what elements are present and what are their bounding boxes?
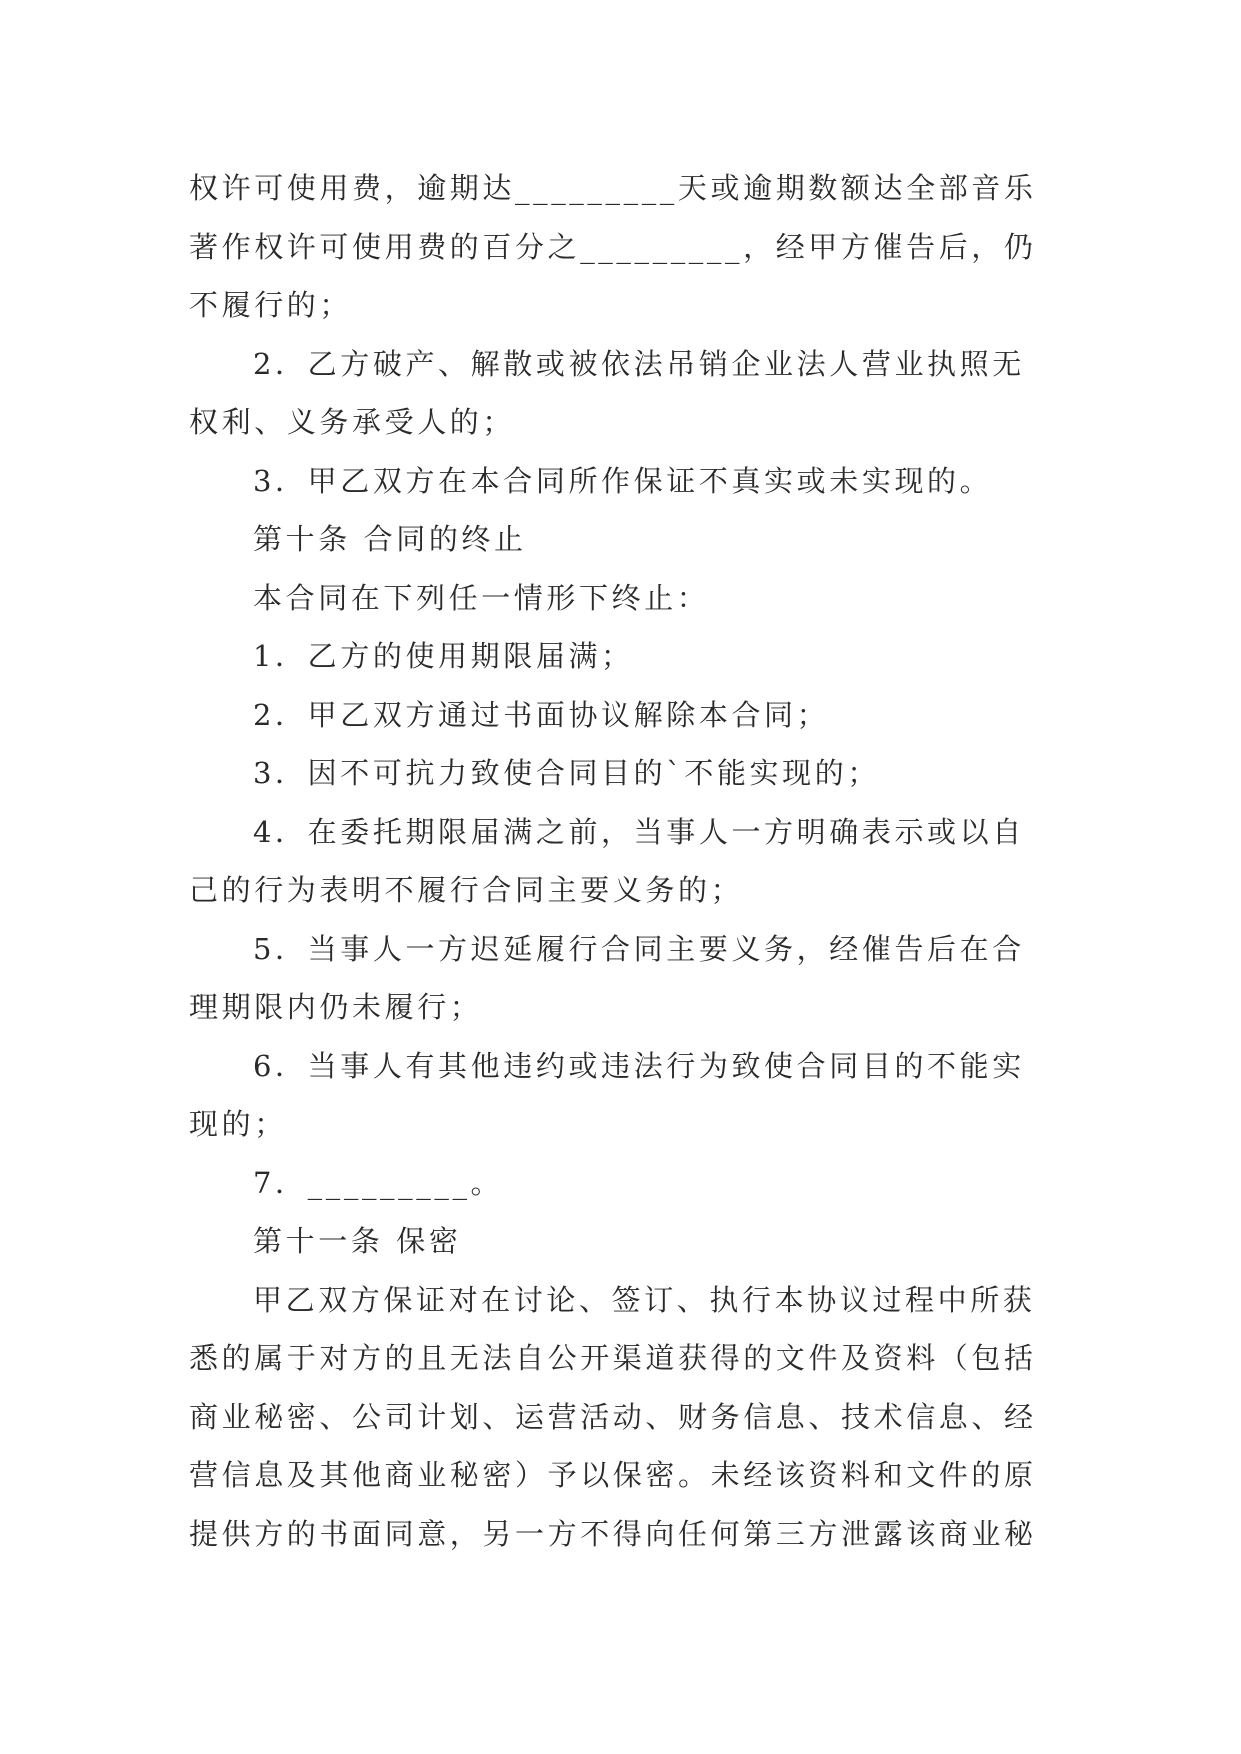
paragraph-line: 本合同在下列任一情形下终止：: [253, 580, 710, 615]
text-line: 不履行的；: [189, 288, 353, 322]
list-item: 2．乙方破产、解散或被依法吊销企业法人营业执照无: [253, 346, 1025, 381]
text-line: 营信息及其他商业秘密）予以保密。未经该资料和文件的原: [189, 1458, 1037, 1492]
list-item: 5．当事人一方迟延履行合同主要义务，经催告后在合: [253, 931, 1025, 966]
list-item: 3．因不可抗力致使合同目的`不能实现的；: [253, 756, 880, 790]
section-heading: 第十条 合同的终止: [253, 522, 527, 556]
text-line: 权许可使用费，逾期达_________天或逾期数额达全部音乐: [189, 171, 1037, 205]
text-line: 己的行为表明不履行合同主要义务的；: [189, 873, 744, 907]
text-line: 现的；: [189, 1107, 287, 1141]
list-item: 6．当事人有其他违约或违法行为致使合同目的不能实: [253, 1048, 1025, 1083]
text-line: 提供方的书面同意，另一方不得向任何第三方泄露该商业秘: [189, 1516, 1037, 1551]
text-line: 悉的属于对方的且无法自公开渠道获得的文件及资料（包括: [189, 1341, 1037, 1375]
list-item: 7．_________。: [253, 1165, 504, 1200]
text-line: 著作权许可使用费的百分之_________，经甲方催告后，仍: [189, 229, 1037, 264]
text-line: 权利、义务承受人的；: [189, 405, 516, 439]
text-line: 商业秘密、公司计划、运营活动、财务信息、技术信息、经: [189, 1399, 1037, 1434]
list-item: 4．在委托期限届满之前，当事人一方明确表示或以自: [253, 814, 1025, 849]
list-item: 2．甲乙双方通过书面协议解除本合同；: [253, 697, 830, 732]
section-heading: 第十一条 保密: [253, 1224, 462, 1258]
list-item: 1．乙方的使用期限届满；: [253, 639, 634, 673]
list-item: 3．甲乙双方在本合同所作保证不真实或未实现的。: [253, 463, 993, 498]
paragraph-line: 甲乙双方保证对在讨论、签订、执行本协议过程中所获: [253, 1282, 1036, 1317]
text-line: 理期限内仍未履行；: [189, 990, 483, 1024]
document-body: [189, 159, 1049, 1563]
